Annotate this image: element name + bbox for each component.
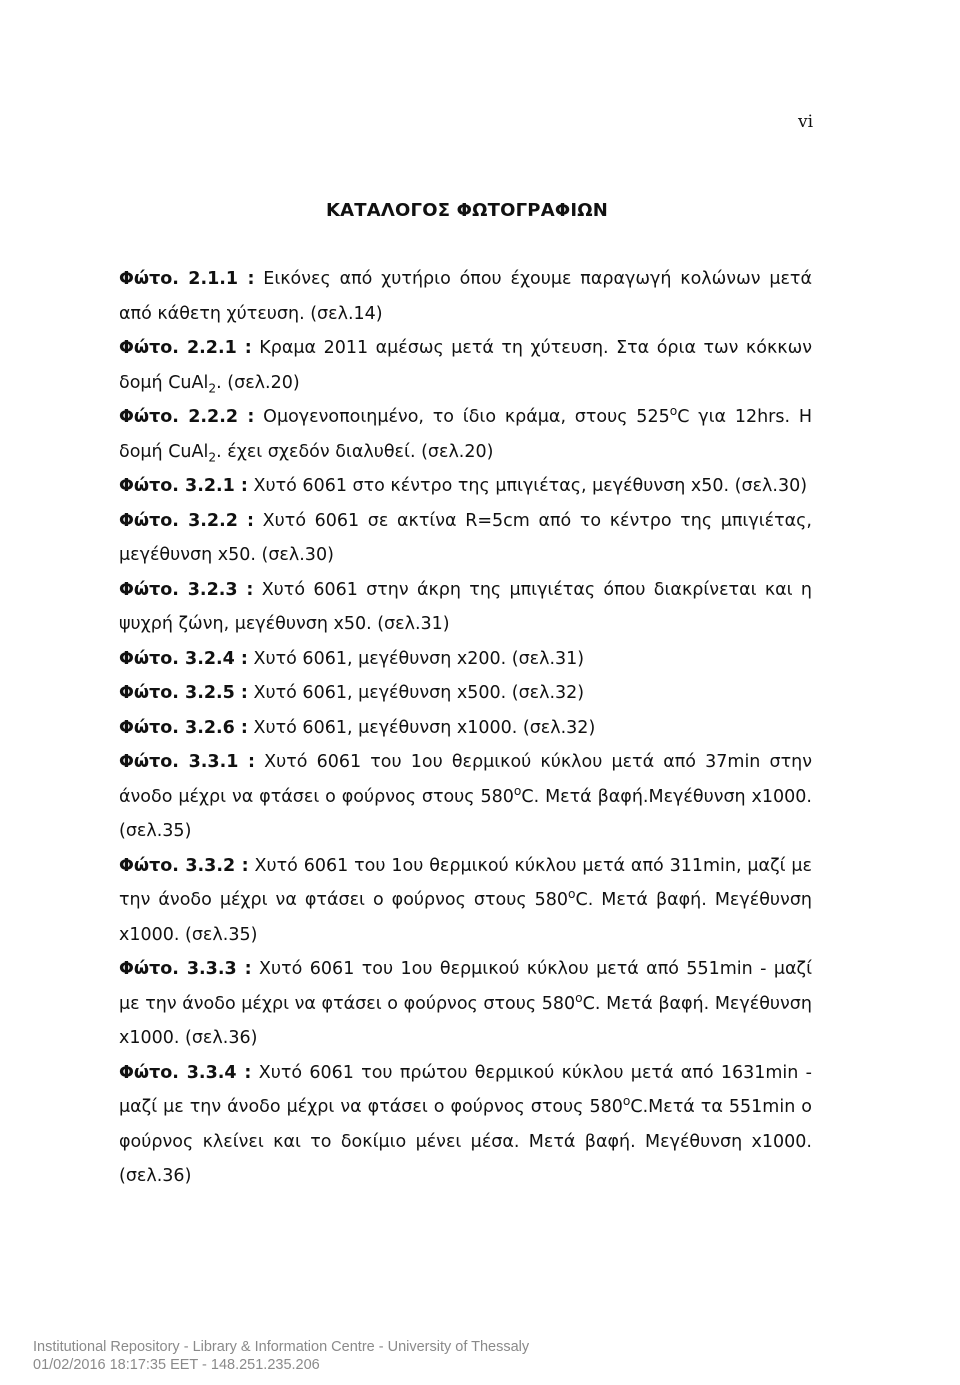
photo-caption: Χυτό 6061, μεγέθυνση x1000. (σελ.32) <box>253 717 596 738</box>
photo-label: Φώτο. 2.2.1 : <box>119 338 252 358</box>
photo-list <box>119 262 812 1194</box>
photo-caption: Χυτό 6061 στην άκρη της μπιγιέτας όπου διακρίνεται και η ψυχρή ζώνη, μεγέθυνση x50. (σελ.31) <box>119 579 812 634</box>
footer-timestamp-line: 01/02/2016 18:17:35 EET - 148.251.235.206 <box>33 1357 320 1373</box>
photo-caption: Κραμα 2011 αμέσως μετά τη χύτευση. Στα όρια των κόκκων δομή CuAl$_2$. (σελ.20) <box>119 338 813 395</box>
page-title: ΚΑΤΑΛΟΓΟΣ ΦΩΤΟΓΡΑΦΙΩΝ <box>326 200 608 221</box>
list-item <box>119 573 812 642</box>
list-item <box>119 504 812 573</box>
repository-footer <box>33 1338 529 1374</box>
photo-label: Φώτο. 3.2.6 : <box>119 717 248 738</box>
photo-label: Φώτο. 2.2.2 : <box>119 407 255 427</box>
photo-label: Φώτο. 3.3.2 : <box>119 855 249 876</box>
photo-caption: Χυτό 6061 του 1ου θερμικού κύκλου μετά από 551min - μαζί με την άνοδο μέχρι να φτάσει ο φούρνος στους 580$^o$C. Μετά βαφή. Μεγέθυνση x1000. (σελ.36) <box>119 959 812 1048</box>
photo-caption: Εικόνες από χυτήριο όπου έχουμε παραγωγή κολώνων μετά από κάθετη χύτευση. (σελ.14) <box>119 269 812 324</box>
photo-label: Φώτο. 3.3.3 : <box>119 959 252 979</box>
list-item <box>119 849 812 953</box>
list-item <box>119 469 812 504</box>
photo-label: Φώτο. 3.2.2 : <box>119 510 255 531</box>
list-item <box>119 745 812 849</box>
photo-caption: Χυτό 6061 σε ακτίνα R=5cm από το κέντρο της μπιγιέτας, μεγέθυνση x50. (σελ.30) <box>119 510 812 565</box>
photo-label: Φώτο. 3.3.1 : <box>119 752 256 772</box>
photo-caption: Χυτό 6061 στο κέντρο της μπιγιέτας, μεγέθυνση x50. (σελ.30) <box>253 476 808 496</box>
photo-caption: Χυτό 6061, μεγέθυνση x200. (σελ.31) <box>253 648 585 669</box>
photo-label: Φώτο. 3.3.4 : <box>119 1062 252 1083</box>
footer-repository-line: Institutional Repository - Library & Information Centre - University of Thessaly <box>33 1339 530 1355</box>
photo-label: Φώτο. 2.1.1 : <box>119 269 255 289</box>
photo-caption: Χυτό 6061, μεγέθυνση x500. (σελ.32) <box>253 683 585 703</box>
photo-label: Φώτο. 3.2.5 : <box>119 683 248 703</box>
photo-caption: Ομογενοποιημένο, το ίδιο κράμα, στους 525$^o$C για 12hrs. Η δομή CuAl$_2$. έχει σχεδόν διαλυθεί. (σελ.20) <box>119 404 812 464</box>
photo-caption: Χυτό 6061 του πρώτου θερμικού κύκλου μετά από 1631min - μαζί με την άνοδο μέχρι να φτάσει ο φούρνος στους 580$^o$C.Μετά τα 551min ο φούρνος κλείνει και το δοκίμιο μένει μέσα. Μετά βαφή. Μεγέθυνση x1000. (σελ.36) <box>119 1062 813 1186</box>
photo-label: Φώτο. 3.2.1 : <box>119 476 248 496</box>
photo-label: Φώτο. 3.2.3 : <box>119 579 254 600</box>
page-number: vi <box>798 112 814 132</box>
list-item <box>119 331 812 400</box>
list-item <box>119 400 812 469</box>
photo-label: Φώτο. 3.2.4 : <box>119 648 248 669</box>
list-item <box>119 711 812 746</box>
list-item <box>119 642 812 677</box>
list-item <box>119 1056 812 1194</box>
photo-caption: Χυτό 6061 του 1ου θερμικού κύκλου μετά από 311min, μαζί με την άνοδο μέχρι να φτάσει ο φούρνος στους 580$^o$C. Μετά βαφή. Μεγέθυνση x1000. (σελ.35) <box>119 855 813 945</box>
list-item <box>119 952 812 1056</box>
list-item <box>119 262 812 331</box>
photo-caption: Χυτό 6061 του 1ου θερμικού κύκλου μετά από 37min στην άνοδο μέχρι να φτάσει ο φούρνος στους 580$^o$C. Μετά βαφή.Μεγέθυνση x1000. (σελ.35) <box>119 752 812 841</box>
list-item <box>119 676 812 711</box>
